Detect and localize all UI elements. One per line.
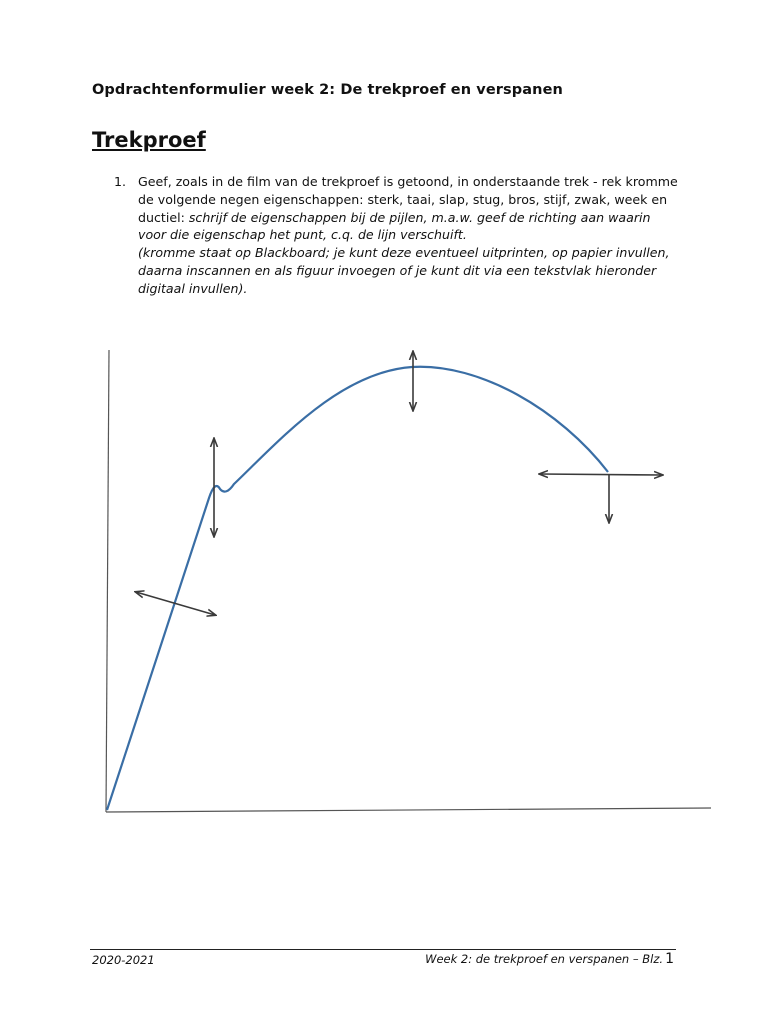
elastic-slope-arrow (136, 592, 215, 615)
footer-page-info (425, 951, 674, 967)
question-line-7-text: digitaal invullen). (138, 280, 248, 296)
footer-page-label: Week 2: de trekproef en verspanen – Blz. (425, 952, 664, 966)
fracture-horizontal-arrow (540, 474, 662, 475)
question-line-5-text: (kromme staat op Blackboard; je kunt deze eventueel uitprinten, op papier invullen, (138, 245, 670, 261)
question-line-2: de volgende negen eigenschappen: sterk, taai, slap, stug, bros, stijf, zwak, week en (138, 191, 668, 207)
question-line-3-italic: schrijf de eigenschappen bij de pijlen, m.a.w. geef de richting aan waarin (188, 209, 651, 225)
stress-strain-figure (0, 330, 768, 850)
question-line-6 (138, 262, 694, 280)
question-line-1: Geef, zoals in de film van de trekproef is getoond, in onderstaande trek - rek kromme (138, 174, 678, 189)
question-line-6-text: daarna inscannen en als figuur invoegen of je kunt dit via een tekstvlak hieronder (138, 262, 657, 278)
question-line-3 (138, 209, 694, 227)
question-line-5 (138, 244, 694, 262)
section-heading: Trekproef (92, 128, 206, 152)
question-line-3-plain: ductiel: (138, 209, 189, 225)
question-line-4 (138, 226, 694, 244)
page-number: 1 (665, 951, 674, 967)
footer-year: 2020-2021 (92, 953, 155, 967)
footer-divider (90, 949, 676, 950)
question-1 (114, 173, 694, 298)
question-text (138, 173, 694, 298)
stress-strain-curve (107, 367, 608, 810)
question-number: 1. (114, 174, 127, 189)
question-line-7 (138, 280, 694, 298)
x-axis (106, 808, 711, 812)
document-title: Opdrachtenformulier week 2: De trekproef en verspanen (92, 82, 563, 98)
y-axis (106, 350, 109, 812)
question-line-4-text: voor die eigenschap het punt, c.q. de lijn verschuift. (138, 227, 467, 243)
